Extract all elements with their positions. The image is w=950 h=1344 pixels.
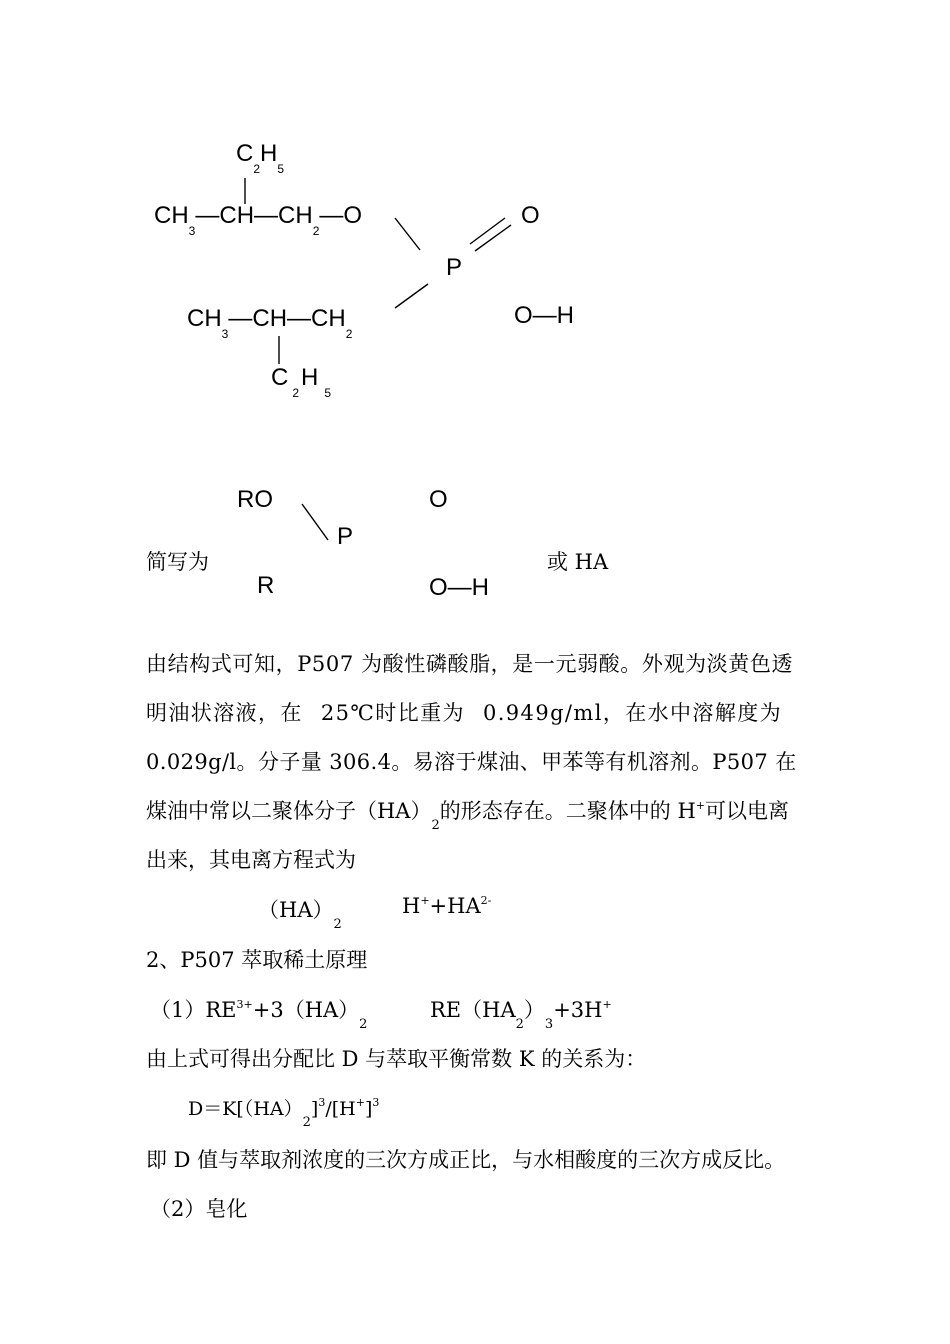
extraction-eq-right: $RE(HA_2)_3+3H^+$: [430, 998, 612, 1032]
abbrev-ro: RO: [237, 486, 273, 513]
para1-line5: 出来，其电离方程式为: [146, 848, 356, 872]
abbrev-oxygen: O: [429, 486, 448, 513]
distribution-formula: $D=K[(HA)_2]^3/[H^+]^3$: [188, 1096, 380, 1130]
bond-ro-p: [302, 504, 328, 540]
double-bonded-oxygen: O: [521, 202, 540, 229]
abbrev-r: R: [257, 572, 275, 599]
bottom-ethyl-group: $C_2H_5$: [271, 364, 332, 400]
para1-line3: 0.029g/l。分子量 306.4。易溶于煤油、甲苯等有机溶剂。P507 在: [146, 750, 797, 774]
ionization-eq-right: $H^++HA^{2-}$: [402, 894, 492, 918]
conclusion-sentence: 即 D 值与萃取剂浓度的三次方成正比，与水相酸度的三次方成反比。: [146, 1148, 786, 1172]
phosphorus-atom: P: [446, 254, 463, 281]
abbrev-hydroxyl: O—H: [429, 574, 489, 601]
para1-line2: 明油状溶液，在 25℃时比重为 0.949g/ml，在水中溶解度为: [146, 701, 783, 725]
section-heading-2: 2、P507 萃取稀土原理: [146, 948, 368, 972]
hydroxyl-group: O—H: [514, 302, 574, 329]
extraction-eq-left: $(1)RE^{3+}+3(HA)_2$: [150, 998, 368, 1032]
section-heading-saponification: （2）皂化: [150, 1197, 248, 1221]
relation-sentence: 由上式可得出分配比 D 与萃取平衡常数 K 的关系为：: [146, 1047, 647, 1071]
bond-o-p-upper: [395, 218, 420, 250]
lower-alkyl-chain: $CH_3—CH—CH_2$: [187, 305, 353, 341]
top-ethyl-group: $C_2H_5$: [236, 140, 285, 176]
upper-alkoxy-chain: $CH_3—CH—CH_2—O$: [154, 202, 363, 238]
or-ha-label: 或 HA: [547, 550, 609, 574]
bond-p-o-double-2: [475, 225, 511, 251]
abbrev-phosphorus: P: [337, 523, 354, 550]
ionization-eq-left: $(HA)_2$: [258, 898, 342, 932]
para1-line4: 煤油中常以二聚体分子$(HA)_2$的形态存在。二聚体中的 H+可以电离: [146, 799, 789, 833]
abbrev-label: 简写为: [146, 550, 209, 574]
bond-ch2-p-lower: [395, 284, 428, 308]
para1-line1: 由结构式可知，P507 为酸性磷酸脂，是一元弱酸。外观为淡黄色透: [146, 652, 794, 676]
bond-p-o-double-1: [470, 218, 505, 244]
